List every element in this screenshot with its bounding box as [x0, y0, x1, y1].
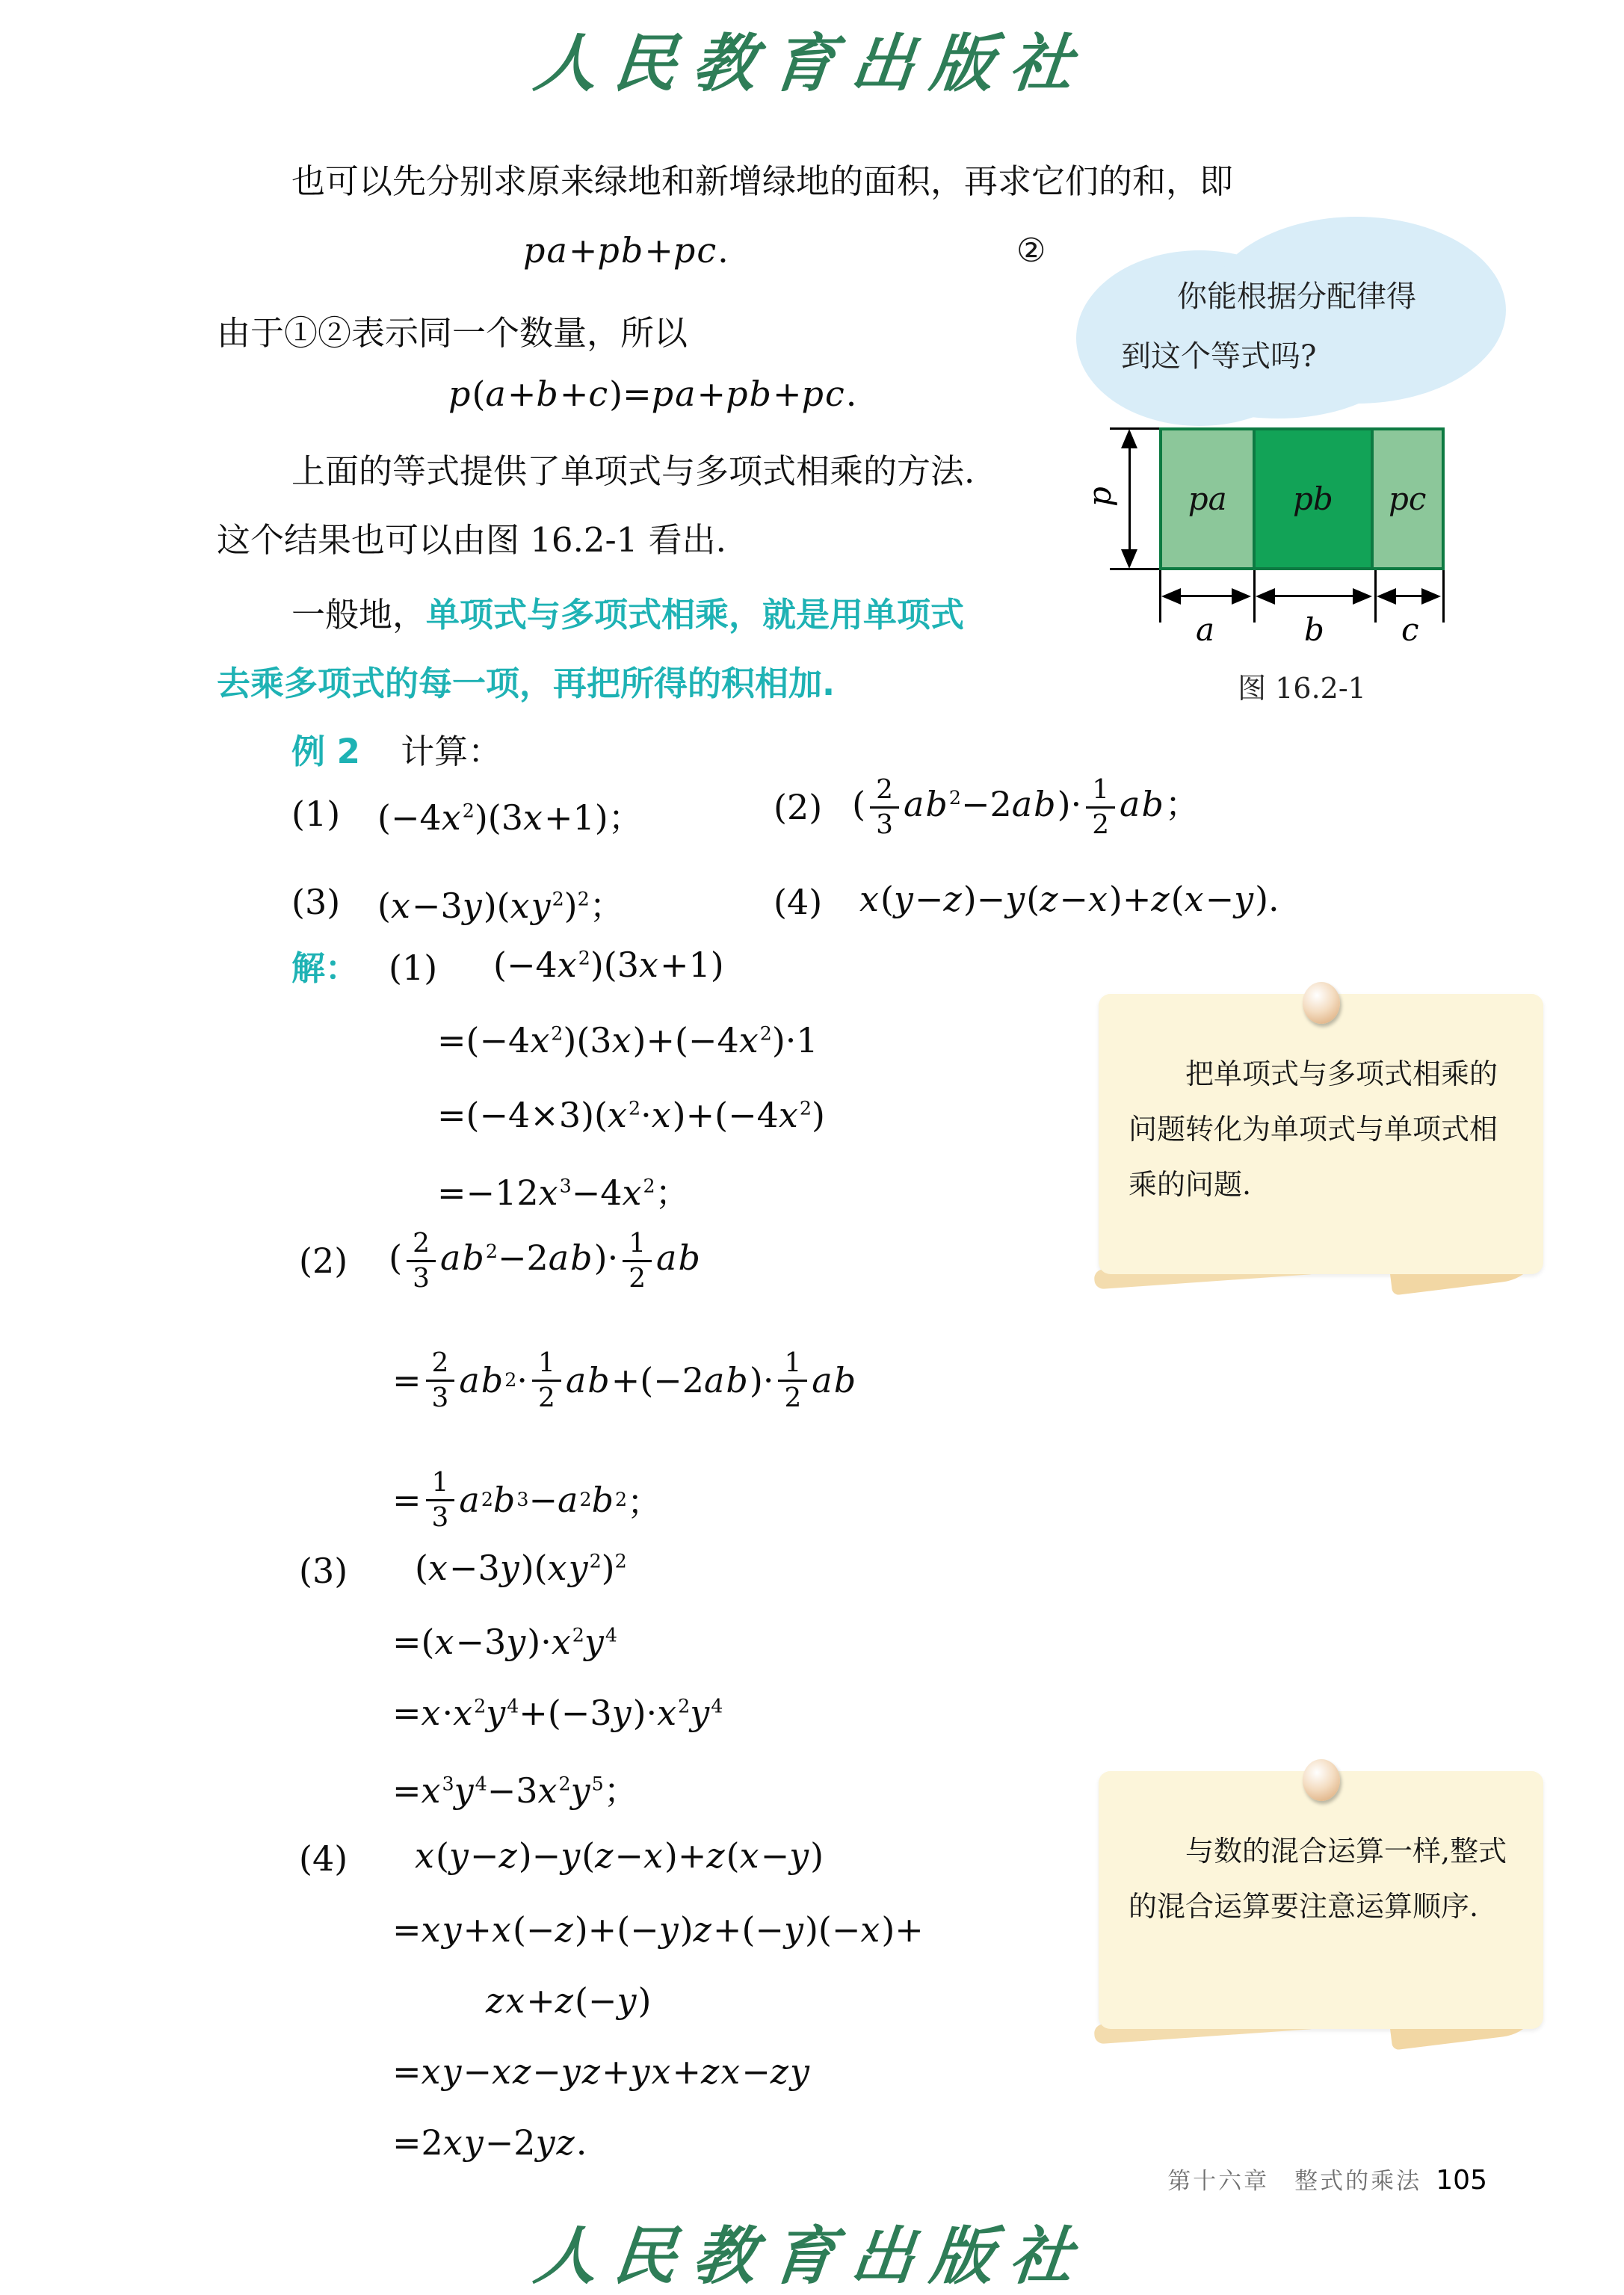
problem-3: $(x-3y)(xy^2)^2$；	[377, 886, 624, 926]
intro-line-1: 也可以先分别求原来绿地和新增绿地的面积，再求它们的和，即	[291, 161, 1234, 201]
solution-4-step-3: =2xy−2yz.	[392, 2122, 587, 2163]
sticky-note-2	[1099, 1771, 1543, 2029]
solution-label: 解：	[291, 948, 359, 988]
green-rectangle	[1159, 427, 1445, 570]
figure-caption: 图 16.2-1	[1238, 672, 1366, 705]
label-pa: pa	[1188, 481, 1227, 517]
intro-line-4: 这个结果也可以由图 16.2-1 看出.	[217, 520, 726, 560]
problem-2-row	[774, 751, 1200, 863]
rule-highlight-1: 单项式与多项式相乘，就是用单项式	[426, 595, 965, 634]
rule-prefix: 一般地，	[291, 595, 427, 634]
region-pb	[1256, 430, 1373, 567]
note-1-text: 把单项式与多项式相乘的问题转化为单项式与单项式相乘的问题.	[1129, 1057, 1498, 1202]
solution-1-expr: $(-4x^2)(3x+1)$	[493, 945, 724, 985]
publisher-logo-top: 人民教育出版社	[530, 26, 1093, 100]
solution-3-expr: $(x-3y)(xy^2)^2$	[415, 1548, 627, 1588]
solution-1-step-1: $=(-4x^2)(3x)+(-4x^2)\cdot 1$	[437, 1020, 818, 1060]
example-title: 计算：	[401, 732, 502, 771]
solution-4-no: (4)	[299, 1838, 348, 1879]
problem-1-no: (1)	[291, 794, 341, 834]
rule-highlight-2: 去乘多项式的每一项，再把所得的积相加.	[217, 664, 836, 703]
region-pa	[1162, 430, 1256, 567]
arrow-down-icon	[1121, 549, 1137, 569]
arrow-right-icon	[1421, 588, 1441, 605]
solution-4-step-2: =xy−xz−yz+yx+zx−zy	[392, 2051, 811, 2092]
label-p: p	[1081, 487, 1118, 507]
note-face	[1099, 994, 1543, 1274]
intro-line-3: 上面的等式提供了单项式与多项式相乘的方法.	[291, 451, 975, 491]
label-c: c	[1401, 611, 1419, 648]
label-pb: pb	[1293, 481, 1333, 517]
arrow-up-icon	[1121, 429, 1137, 448]
solution-4-step-1b: zx+z(−y)	[486, 1980, 652, 2021]
example-label: 例 2	[291, 732, 360, 771]
bubble-text-line-1: 你能根据分配律得	[1177, 279, 1416, 314]
label-a: a	[1196, 611, 1215, 648]
dimension-tick	[1442, 570, 1445, 623]
solution-3-step-1: $=(x-3y)\cdot x^2y^4$	[392, 1622, 618, 1662]
equation-2: pa+pb+pc.	[523, 230, 729, 271]
problem-1: $(-4x^2)(3x+1)$；	[377, 797, 643, 838]
solution-2-step-1: = 2 3 ab 2 · 1 2 ab +(−2 ab )· 1 2 ab	[392, 1347, 858, 1413]
equation-3: p(a+b+c)=pa+pb+pc.	[448, 374, 857, 414]
solution-1-no: (1)	[389, 948, 438, 988]
bubble-text-line-2: 到这个等式吗?	[1121, 339, 1317, 374]
rule-line-1	[291, 594, 964, 636]
equation-2-tag: ②	[1016, 232, 1046, 270]
publisher-logo-bottom: 人民教育出版社	[530, 2219, 1093, 2293]
label-b: b	[1304, 611, 1324, 648]
problem-3-no: (3)	[291, 882, 341, 922]
problem-2-no: (2)	[774, 787, 823, 827]
chapter-title: 第十六章 整式的乘法	[1167, 2168, 1422, 2195]
solution-4-expr: x(y−z)−y(z−x)+z(x−y)	[415, 1835, 824, 1876]
solution-3-step-2: $=x\cdot x^2y^4+(-3y)\cdot x^2y^4$	[392, 1693, 723, 1733]
pin-pearl-icon	[1303, 1759, 1340, 1801]
arrow-right-icon	[1232, 588, 1251, 605]
example-heading	[291, 731, 501, 773]
problem-4-no: (4)	[774, 882, 823, 922]
solution-2-row	[299, 1205, 702, 1317]
p-dimension-line	[1129, 438, 1131, 560]
region-pc	[1374, 430, 1442, 567]
speech-bubble	[1076, 217, 1506, 426]
note-2-text: 与数的混合运算一样,整式的混合运算要注意运算顺序.	[1129, 1835, 1507, 1924]
arrow-left-icon	[1161, 588, 1181, 605]
solution-4-step-1: =xy+x(−z)+(−y)z+(−y)(−x)+	[392, 1909, 924, 1950]
arrow-right-icon	[1353, 588, 1372, 605]
label-pc: pc	[1389, 481, 1427, 517]
solution-1-step-3: $=-12x^3-4x^2$；	[437, 1173, 690, 1213]
page-number: 105	[1436, 2165, 1487, 2196]
solution-1-step-2: $=(-4\times 3)(x^2\cdot x)+(-4x^2)$	[437, 1095, 825, 1135]
solution-2-expr: ( $\frac{2}{3}$ $ab^2-2ab)\cdot$ $\frac{1}{2}$ ab	[389, 1227, 702, 1294]
solution-3-no: (3)	[299, 1551, 348, 1591]
note-face	[1099, 1771, 1543, 2029]
solution-2-no: (2)	[299, 1241, 348, 1281]
arrow-left-icon	[1377, 588, 1396, 605]
arrow-left-icon	[1256, 588, 1275, 605]
intro-line-2: 由于①②表示同一个数量，所以	[217, 313, 688, 353]
solution-2-step-2: = 1 3 a 2 b 3 − a 2 b 2 ；	[392, 1466, 662, 1533]
solution-3-step-3: $=x^3y^4-3x^2y^5$；	[392, 1770, 638, 1811]
problem-4: x(y−z)−y(z−x)+z(x−y).	[859, 879, 1279, 919]
sticky-note-1	[1099, 994, 1543, 1274]
figure-16-2-1	[1081, 418, 1532, 717]
pin-pearl-icon	[1303, 982, 1340, 1024]
page-footer	[1069, 2162, 1487, 2196]
problem-2: ( $\frac{2}{3}$ $ab^2-2ab)\cdot$ $\frac{1}{2}$ ab；	[852, 773, 1200, 840]
